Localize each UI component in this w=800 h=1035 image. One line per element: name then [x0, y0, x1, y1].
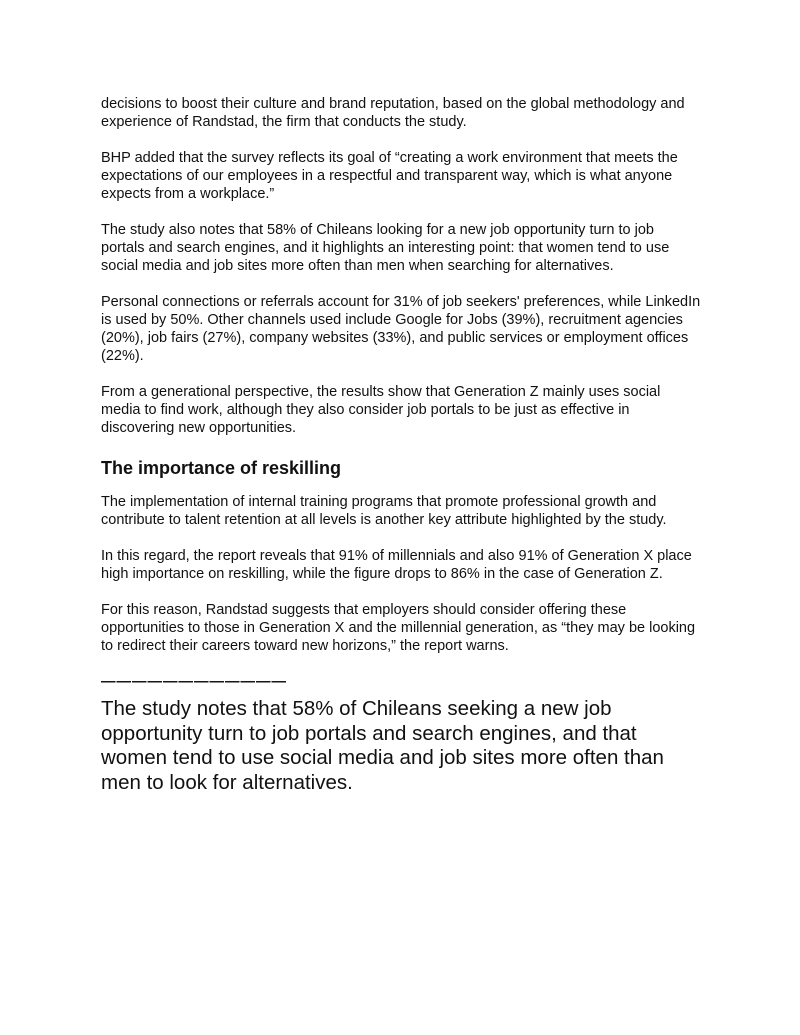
paragraph-channels: Personal connections or referrals account for 31% of job seekers' preferences, while LinkedIn is used by 50%. Other channels used include Google for Jobs (39%), recruitment agencies (20%), job fairs (27%), company websites (33%), and public services or employment offices (22%).	[101, 294, 701, 364]
paragraph-generation-z: From a generational perspective, the results show that Generation Z mainly uses social media to find work, although they also consider job portals to be just as effective in discovering new opportunities.	[101, 384, 661, 436]
paragraph-reskilling-stats: In this regard, the report reveals that 91% of millennials and also 91% of Generation X place high importance on reskilling, while the figure drops to 86% in the case of Generation Z.	[101, 548, 692, 582]
section-heading-reskilling: The importance of reskilling	[101, 458, 342, 478]
paragraph-randstad-suggestion: For this reason, Randstad suggests that employers should consider offering these opportunities to those in Generation X and the millennial generation, as “they may be looking to redirect their careers toward new horizons,” the report warns.	[101, 602, 696, 654]
pullquote-summary: The study notes that 58% of Chileans seeking a new job opportunity turn to job portals and search engines, and that women tend to use social media and job sites more often than men to look for alternatives.	[101, 697, 664, 794]
divider-line: ————————————	[101, 674, 287, 690]
paragraph-job-portals: The study also notes that 58% of Chileans looking for a new job opportunity turn to job portals and search engines, and it highlights an interesting point: that women tend to use social media and job sites more often than men when searching for alternatives.	[101, 222, 670, 274]
paragraph-bhp-quote: BHP added that the survey reflects its goal of “creating a work environment that meets the expectations of our employees in a respectful and transparent way, which is what anyone expects from a workplace.”	[101, 150, 678, 202]
paragraph-culture-reputation: decisions to boost their culture and brand reputation, based on the global methodology and experience of Randstad, the firm that conducts the study.	[101, 96, 685, 130]
document-page	[101, 95, 701, 795]
paragraph-training-programs: The implementation of internal training programs that promote professional growth and contribute to talent retention at all levels is another key attribute highlighted by the study.	[101, 494, 667, 528]
